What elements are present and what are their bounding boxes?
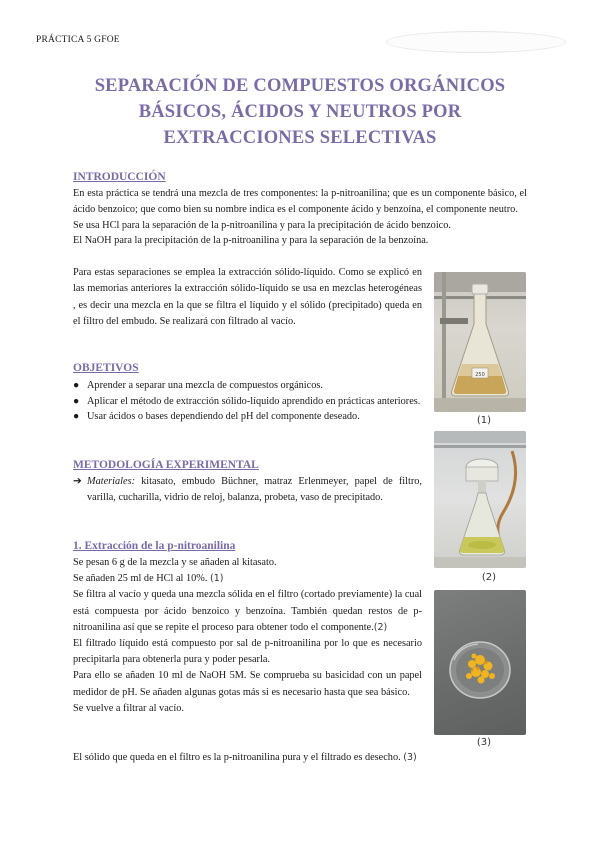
intro-paragraph-4: Para estas separaciones se emplea la extracción sólido-líquido. Como se explicó en las memorias anteriores la extracción sólido-líquido se usa en mezclas heterogéneas , es decir una mezcla en la que se filtra el líquido y el sólido (precipitado) queda en el filtro del embudo. Se realizará con filtrado al vacío. <box>73 267 422 328</box>
intro-body <box>73 186 527 249</box>
arrow-icon: ➔ <box>73 476 82 487</box>
flask-volume-label: 250 <box>475 372 485 378</box>
methodology-heading: METODOLOGÍA EXPERIMENTAL <box>73 459 259 471</box>
step1-line-1: Se pesan 6 g de la mezcla y se añaden al kitasato. <box>73 557 277 568</box>
step1-line-3: Se filtra al vacío y queda una mezcla sólida en el filtro (cortado previamente) la cual está compuesta por ácido benzoico y benzoína. También quedan restos de p-nitroanilina así que se repite el proceso para obtener todo el componente.(2) <box>73 589 422 633</box>
materials-text: kitasato, embudo Büchner, matraz Erlenmeyer, papel de filtro, varilla, cucharilla, vidrio de reloj, balanza, probeta, vaso de precipitado. <box>87 476 422 503</box>
title-line-2: BÁSICOS, ÁCIDOS Y NEUTROS POR <box>138 102 462 122</box>
intro-paragraph-2: Se usa HCl para la separación de la p-nitroanilina y para la precipitación de ácido benzoico. <box>73 219 451 231</box>
page-title <box>60 73 540 151</box>
materials-item <box>73 474 422 506</box>
photo-vacuum-filtration <box>434 431 526 568</box>
bullet-icon: ● <box>73 411 80 422</box>
intro-heading: INTRODUCCIÓN <box>73 171 166 183</box>
intro-paragraph-1: En esta práctica se tendrá una mezcla de tres componentes: la p-nitroanilina; que es un componente básico, el ácido benzoico; que como bien su nombre indica es el componente ácido y benzoína, el componente neutro. <box>73 188 527 215</box>
step1-line-7: El sólido que queda en el filtro es la p-nitroanilina pura y el filtrado es desecho. (3) <box>73 752 417 763</box>
figure-caption-2: (2) <box>481 572 497 583</box>
intro-paragraph-3: El NaOH para la precipitación de la p-nitroanilina y para la separación de la benzoína. <box>73 235 429 247</box>
step1-body <box>73 555 422 717</box>
figure-ref-1: (1) <box>209 573 224 585</box>
list-item: ● Aprender a separar una mezcla de compuestos orgánicos. <box>73 378 422 394</box>
list-item: ● Usar ácidos o bases dependiendo del pH del componente deseado. <box>73 409 422 425</box>
step1-line-5: Para ello se añaden 10 ml de NaOH 5M. Se comprueba su basicidad con un papel medidor de pH. Se añaden algunas gotas más si es necesario hasta que sea básico. <box>73 670 422 698</box>
bullet-icon: ● <box>73 395 80 407</box>
objectives-heading: OBJETIVOS <box>73 362 139 374</box>
title-line-1: SEPARACIÓN DE COMPUESTOS ORGÁNICOS <box>94 76 506 96</box>
photo-erlenmeyer-flask <box>434 272 526 412</box>
step1-line-6: Se vuelve a filtrar al vacío. <box>73 702 184 714</box>
figure-ref-3: (3) <box>403 752 417 763</box>
bullet-icon: ● <box>73 380 80 391</box>
step1-heading: 1. Extracción de la p-nitroanilina <box>73 540 236 552</box>
step1-line-2: Se añaden 25 ml de HCl al 10%. (1) <box>73 573 224 585</box>
figure-caption-1: (1) <box>476 415 492 426</box>
figure-caption-3: (3) <box>476 737 492 748</box>
list-item: ● Aplicar el método de extracción sólido-líquido aprendido en prácticas anteriores. <box>73 394 422 410</box>
header-decorative-oval <box>386 31 566 53</box>
header-label: PRÁCTICA 5 GFOE <box>36 35 120 45</box>
figure-ref-2: (2) <box>373 621 388 633</box>
objectives-list <box>73 378 422 425</box>
materials-label: Materiales: <box>87 476 136 487</box>
step1-line-4: El filtrado líquido está compuesto por sal de p-nitroanilina por lo que es necesario precipitarla para obtenerla pura y poder pesarla. <box>73 638 422 666</box>
photo-watch-glass-solid <box>434 590 526 735</box>
title-line-3: EXTRACCIONES SELECTIVAS <box>163 128 437 148</box>
